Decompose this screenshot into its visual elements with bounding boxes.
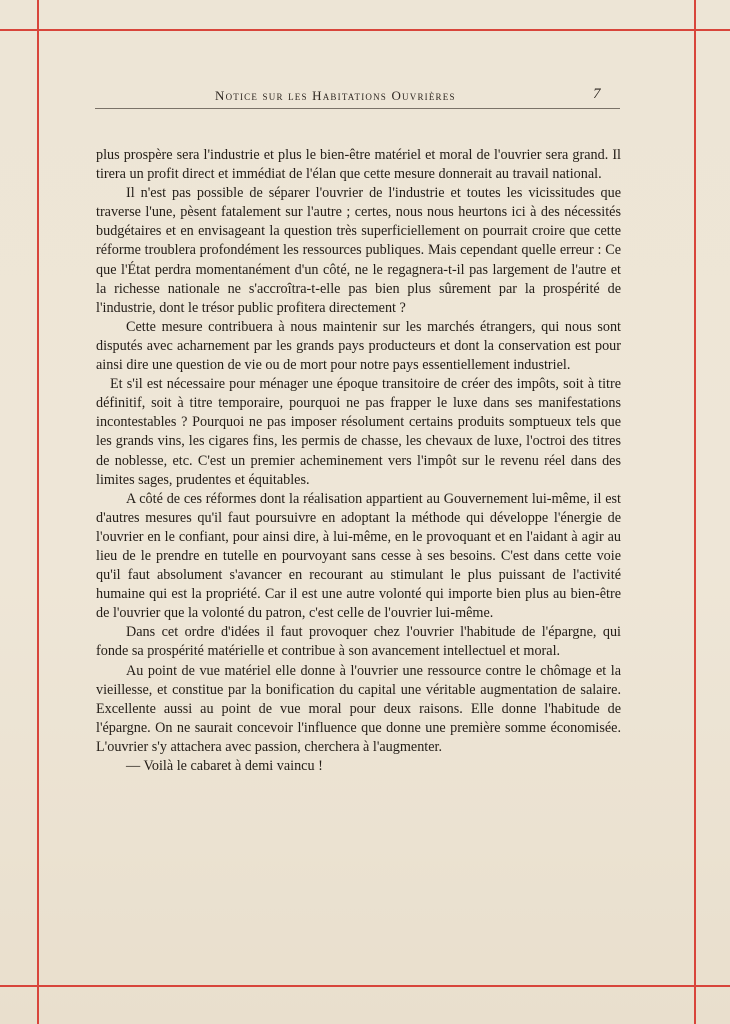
paragraph: Et s'il est nécessaire pour ménager une époque transitoire de créer des impôts, soit à titre définitif, soit à titre temporaire, pourquoi ne pas frapper le luxe dans ses manifestations incontestables ? Pourquoi ne pas imposer résolument certains produits somptueux tels que les grands vins, les cigares fins, les permis de chasse, les chevaux de luxe, l'octroi des titres de noblesse, etc. C'est un premier acheminement vers l'impôt sur le revenu réel dans des limites sages, prudentes et équitables. — [96, 376, 621, 488]
body-text — [96, 146, 621, 776]
margin-rule-bottom — [0, 985, 730, 987]
paragraph: — Voilà le cabaret à demi vaincu ! — [126, 758, 323, 774]
margin-rule-right — [694, 0, 696, 1024]
page-number: 7 — [593, 86, 601, 102]
margin-rule-left — [37, 0, 39, 1024]
paragraph: plus prospère sera l'industrie et plus le bien-être matériel et moral de l'ouvrier sera grand. Il tirera un profit direct et immédiat de l'élan que cette mesure donnerait au travail national. — [96, 147, 621, 183]
paragraph: Cette mesure contribuera à nous maintenir sur les marchés étrangers, qui nous sont disputés avec acharnement par les grands pays producteurs et dont la conservation est pour ainsi dire une question de vie ou de mort pour notre pays essentiellement industriel. — [96, 318, 621, 374]
running-title: Notice sur les Habitations Ouvrières — [215, 88, 456, 103]
paragraph: Dans cet ordre d'idées il faut provoquer chez l'ouvrier l'habitude de l'épargne, qui fonde sa prospérité matérielle et contribue à son avancement intellectuel et moral. — [96, 624, 621, 660]
margin-rule-top — [0, 29, 730, 31]
paragraph: Au point de vue matériel elle donne à l'ouvrier une ressource contre le chômage et la vieillesse, et constitue par la bonification du capital une véritable augmentation de salaire. Excellente aussi au point de vue moral pour deux raisons. Elle donne l'habitude de l'épargne. On ne saurait concevoir l'influence que donne une première somme économisée. L'ouvrier s'y attachera avec passion, cherchera à l'augmenter. — [96, 662, 621, 755]
paragraph: A côté de ces réformes dont la réalisation appartient au Gouvernement lui-même, il est d'autres mesures qu'il faut poursuivre en adoptant la méthode qui développe l'énergie de l'ouvrier en le confiant, pour ainsi dire, à lui-même, en le provoquant et en l'aidant à agir au lieu de le prendre en tutelle en pourvoyant sans cesse à ses besoins. C'est dans cette voie qu'il faut absolument s'avancer en recourant au stimulant le plus puissant de l'activité humaine qui est la propriété. Car il est une autre volonté qui importe bien plus au bien-être de l'ouvrier que la volonté du patron, c'est celle de l'ouvrier lui-même. — [96, 490, 621, 622]
paragraph: Il n'est pas possible de séparer l'ouvrier de l'industrie et toutes les vicissitudes que traverse l'une, pèsent fatalement sur l'autre ; certes, nous nous heurtons ici à des nécessités budgétaires et en envisageant la question très superficiellement on pourrait croire que cette réforme troublera profondément les ressources publiques. Mais cependant quelle erreur : Ce que l'État perdra momentanément d'un côté, ne le regagnera-t-il pas largement de l'autre et la richesse nationale ne s'accroîtra-t-elle pas bien plus sûrement par la prospérité de l'industrie, dont le trésor public profitera directement ? — [96, 185, 621, 316]
running-header — [95, 86, 620, 109]
